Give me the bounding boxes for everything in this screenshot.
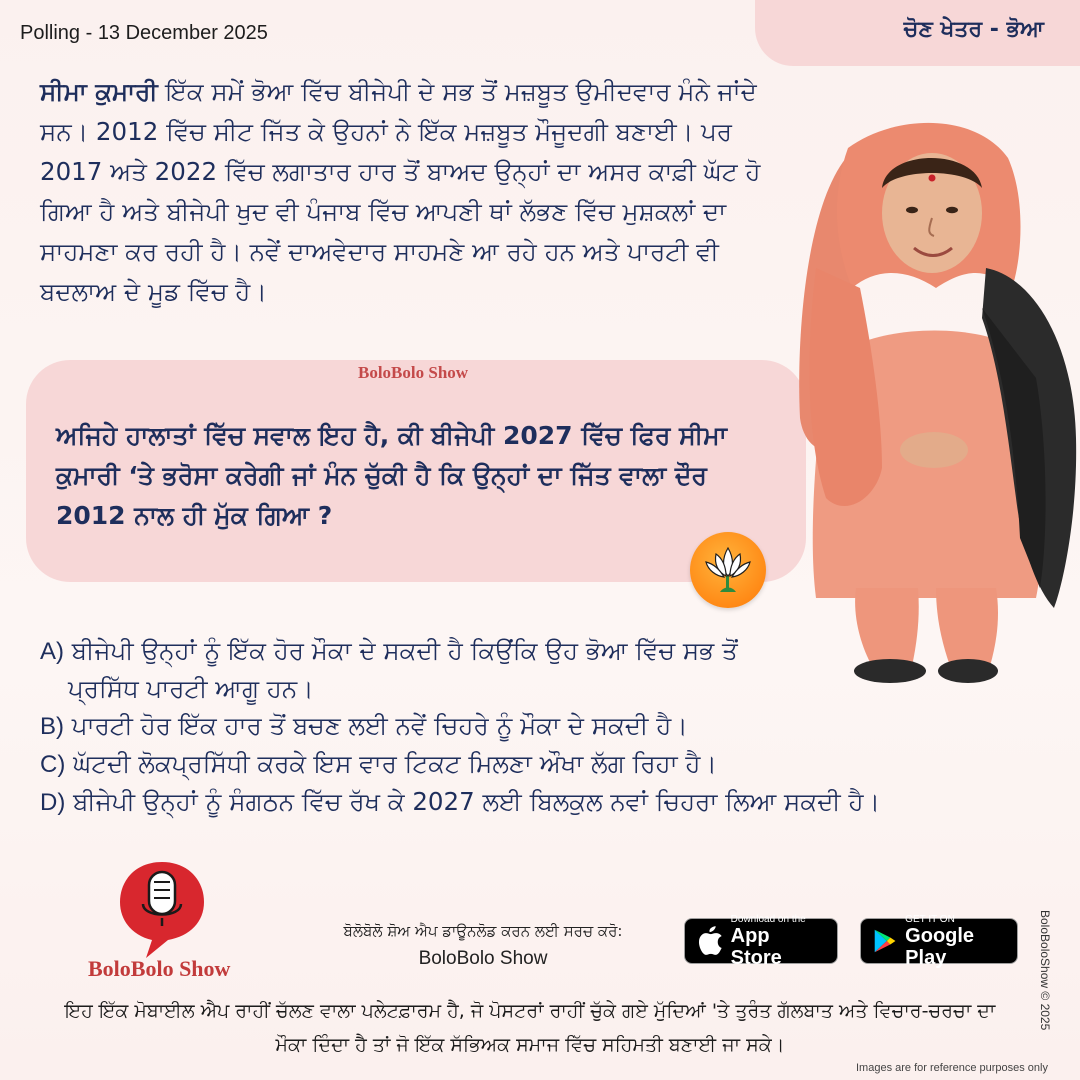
option-c[interactable] (40, 745, 1040, 783)
footer-description: ਇਹ ਇੱਕ ਮੋਬਾਈਲ ਐਪ ਰਾਹੀਂ ਚੱਲਣ ਵਾਲਾ ਪਲੇਟਫ਼ਾਰਮ ਹੈ, ਜੋ ਪੋਸਟਰਾਂ ਰਾਹੀਂ ਚੁੱਕੇ ਗਏ ਮੁੱਦਿਆਂ 'ਤੇ ਤੁਰੰਤ ਗੱਲਬਾਤ ਅਤੇ ਵਿਚਾਰ-ਚਰਚਾ ਦਾ ਮੌਕਾ ਦਿੰਦਾ ਹੈ ਤਾਂ ਜੋ ਇੱਕ ਸੱਭਿਅਕ ਸਮਾਜ ਵਿੱਚ ਸਹਿਮਤੀ ਬਣਾਈ ਜਾ ਸਕੇ। (64, 1000, 996, 1056)
option-letter: D) (40, 789, 66, 816)
candidate-name: ਸੀਮਾ ਕੁਮਾਰੀ (40, 77, 158, 106)
app-store-small: Download on the (730, 913, 806, 925)
copyright: BoloBoloShow © 2025 (1038, 910, 1052, 1031)
answer-options (40, 632, 1040, 821)
app-name: BoloBolo Show (418, 948, 548, 969)
option-text: ਘੱਟਦੀ ਲੋਕਪ੍ਰਸਿੱਧੀ ਕਰਕੇ ਇਸ ਵਾਰ ਟਿਕਟ ਮਿਲਣਾ ਔਖਾ ਲੱਗ ਰਿਹਾ ਹੈ। (65, 749, 717, 778)
google-play-button[interactable] (860, 913, 1018, 969)
option-letter: A) (40, 638, 64, 665)
option-text: ਬੀਜੇਪੀ ਉਨ੍ਹਾਂ ਨੂੰ ਸੰਗਠਨ ਵਿੱਚ ਰੱਖ ਕੇ 2027 ਲਈ ਬਿਲਕੁਲ ਨਵਾਂ ਚਿਹਰਾ ਲਿਆ ਸਕਦੀ ਹੈ। (65, 787, 881, 816)
option-b[interactable] (40, 707, 1040, 745)
lotus-icon-graphic (690, 532, 766, 608)
brand-name: BoloBolo Show (88, 956, 231, 981)
app-store-button[interactable] (684, 913, 838, 969)
panel-watermark: BoloBolo Show (358, 363, 469, 382)
google-play-icon (873, 926, 897, 956)
play-store-small: GET IT ON (905, 913, 955, 925)
option-text-cont: ਪ੍ਰਸਿੱਧ ਪਾਰਟੀ ਆਗੂ ਹਨ। (68, 674, 314, 703)
option-d[interactable] (40, 783, 1040, 821)
app-store-big: App Store (730, 924, 782, 969)
option-letter: C) (40, 751, 66, 778)
intro-paragraph (40, 72, 800, 312)
disclaimer: Images are for reference purposes only (856, 1062, 1048, 1074)
microphone-icon (116, 858, 208, 962)
poll-question: ਅਜਿਹੇ ਹਾਲਾਤਾਂ ਵਿੱਚ ਸਵਾਲ ਇਹ ਹੈ, ਕੀ ਬੀਜੇਪੀ 2027 ਵਿੱਚ ਫਿਰ ਸੀਮਾ ਕੁਮਾਰੀ ‘ਤੇ ਭਰੋਸਾ ਕਰੇਗੀ ਜਾਂ ਮੰਨ ਚੁੱਕੀ ਹੈ ਕਿ ਉਨ੍ਹਾਂ ਦਾ ਜਿੱਤ ਵਾਲਾ ਦੌਰ 2012 ਨਾਲ ਹੀ ਮੁੱਕ ਗਿਆ ? (56, 421, 727, 530)
option-text: ਬੀਜੇਪੀ ਉਨ੍ਹਾਂ ਨੂੰ ਇੱਕ ਹੋਰ ਮੌਕਾ ਦੇ ਸਕਦੀ ਹੈ ਕਿਉਂਕਿ ਉਹ ਭੋਆ ਵਿੱਚ ਸਭ ਤੋਂ (64, 636, 738, 665)
lotus-icon (690, 532, 766, 608)
option-a[interactable] (40, 632, 1040, 707)
polling-date: Polling - 13 December 2025 (20, 22, 268, 44)
apple-icon (697, 926, 723, 956)
play-store-big: Google Play (905, 924, 975, 969)
option-letter: B) (40, 713, 64, 740)
search-prompt: ਬੋਲੋਬੋਲੋ ਸ਼ੋਅ ਐਪ ਡਾਊਨਲੋਡ ਕਰਨ ਲਈ ਸਰਚ ਕਰੋ: (343, 922, 623, 940)
option-text: ਪਾਰਟੀ ਹੋਰ ਇੱਕ ਹਾਰ ਤੋਂ ਬਚਣ ਲਈ ਨਵੇਂ ਚਿਹਰੇ ਨੂੰ ਮੌਕਾ ਦੇ ਸਕਦੀ ਹੈ। (64, 711, 688, 740)
constituency-label: ਚੋਣ ਖੇਤਰ - ਭੋਆ (903, 17, 1044, 42)
intro-text: ਇੱਕ ਸਮੇਂ ਭੋਆ ਵਿੱਚ ਬੀਜੇਪੀ ਦੇ ਸਭ ਤੋਂ ਮਜ਼ਬੂਤ ਉਮੀਦਵਾਰ ਮੰਨੇ ਜਾਂਦੇ ਸਨ। 2012 ਵਿੱਚ ਸੀਟ ਜਿੱਤ ਕੇ ਉਹਨਾਂ ਨੇ ਇੱਕ ਮਜ਼ਬੂਤ ਮੌਜੂਦਗੀ ਬਣਾਈ। ਪਰ 2017 ਅਤੇ 2022 ਵਿੱਚ ਲਗਾਤਾਰ ਹਾਰ ਤੋਂ ਬਾਅਦ ਉਨ੍ਹਾਂ ਦਾ ਅਸਰ ਕਾਫ਼ੀ ਘੱਟ ਹੋ ਗਿਆ ਹੈ ਅਤੇ ਬੀਜੇਪੀ ਖੁਦ ਵੀ ਪੰਜਾਬ ਵਿੱਚ ਆਪਣੀ ਥਾਂ ਲੱਭਣ ਵਿੱਚ ਮੁਸ਼ਕਲਾਂ ਦਾ ਸਾਹਮਣਾ ਕਰ ਰਹੀ ਹੈ। ਨਵੇਂ ਦਾਅਵੇਦਾਰ ਸਾਹਮਣੇ ਆ ਰਹੇ ਹਨ ਅਤੇ ਪਾਰਟੀ ਵੀ ਬਦਲਾਅ ਦੇ ਮੂਡ ਵਿੱਚ ਹੈ। (40, 77, 761, 306)
woman-portrait-illustration (786, 118, 1080, 694)
